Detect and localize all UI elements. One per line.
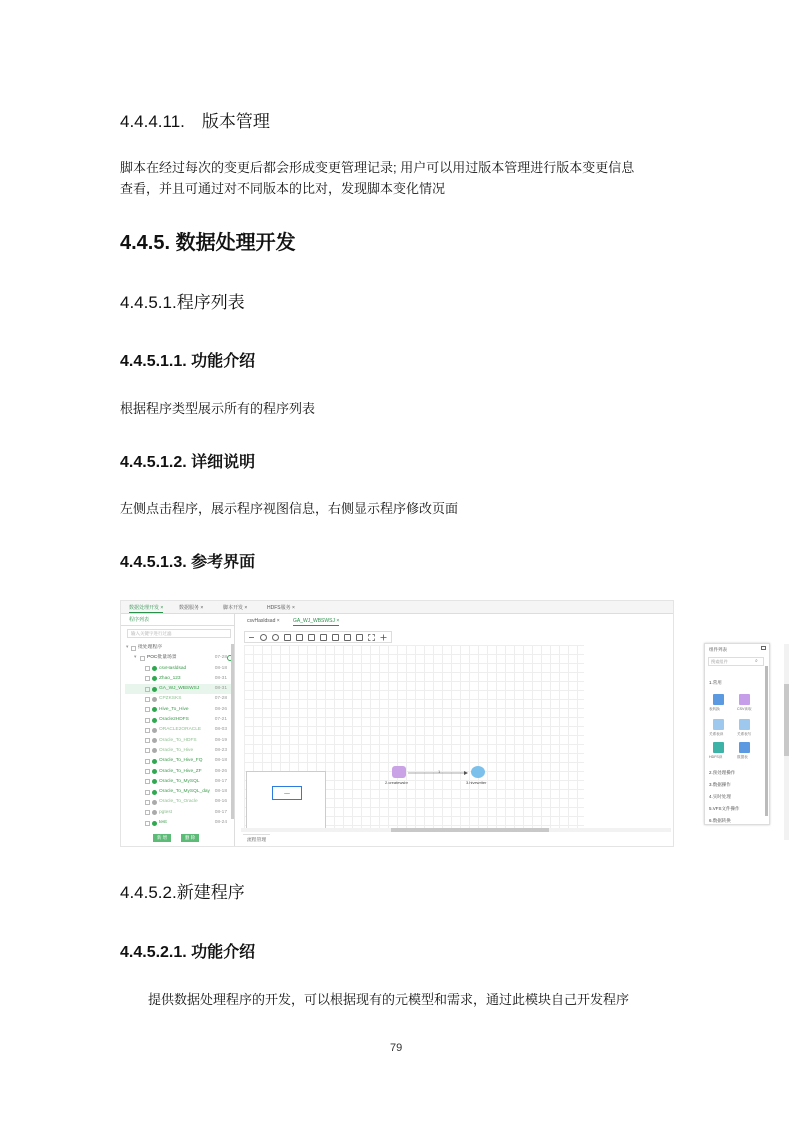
status-icon: [152, 821, 157, 826]
icon-label: HDFS读: [709, 755, 723, 759]
tree-item[interactable]: [125, 756, 233, 766]
heading-4-4-5-1-2: 4.4.5.1.2. 详细说明: [120, 454, 256, 471]
tree-item-date: 07-28: [214, 696, 227, 702]
checkbox[interactable]: [145, 697, 150, 702]
program-list-title: 程序列表: [129, 617, 150, 623]
status-icon: [152, 728, 157, 733]
icon-label: 关系表读: [709, 732, 724, 736]
tree-item[interactable]: [125, 664, 233, 674]
page-number: 79: [390, 1042, 403, 1054]
tab-script-dev[interactable]: 脚本开发 ×: [223, 605, 248, 611]
program-list-header: [121, 614, 235, 626]
data-table-icon[interactable]: [739, 742, 750, 753]
status-icon: [152, 790, 157, 795]
node2-label: 3.hivewriter: [466, 780, 487, 785]
tree-item[interactable]: [125, 694, 233, 704]
icon-label: 数据表: [737, 755, 748, 759]
checkbox[interactable]: [145, 800, 150, 805]
fullscreen-icon[interactable]: [368, 634, 375, 641]
heading-4-4-5-1: 4.4.5.1.程序列表: [120, 293, 245, 312]
reference-ui-screenshot: [120, 600, 758, 847]
delete-icon[interactable]: [284, 634, 291, 641]
checkbox[interactable]: [140, 656, 145, 661]
panel-scrollbar[interactable]: [765, 666, 768, 816]
program-tree: [125, 643, 233, 828]
tree-item[interactable]: [125, 818, 233, 828]
checkbox[interactable]: [145, 707, 150, 712]
tree-item[interactable]: [125, 684, 233, 694]
settings-icon[interactable]: [296, 634, 303, 641]
tree-item-date: 08-16: [214, 799, 227, 805]
grid-icon[interactable]: [332, 634, 339, 641]
redo-icon[interactable]: [272, 634, 279, 641]
delete-program-button[interactable]: 删 除: [181, 834, 199, 842]
tree-item-name: Oracle_To_MySQL: [159, 778, 200, 784]
tree-item[interactable]: [125, 767, 233, 777]
canvas-toolbar: [244, 631, 392, 643]
tab-data-service[interactable]: 数据服务 ×: [179, 605, 204, 611]
panel-section-preprocess[interactable]: 2.预处理操作: [709, 770, 736, 775]
tree-root-label: 批处理程序: [138, 645, 162, 650]
checkbox[interactable]: [145, 728, 150, 733]
status-icon: [152, 697, 157, 702]
paragraph-version-line2: 查看，并且可通过对不同版本的比对，发现脚本变化情况: [120, 181, 446, 196]
tree-item-date: 08-31: [214, 686, 227, 692]
status-icon: [152, 800, 157, 805]
status-icon: [152, 738, 157, 743]
relational-read-icon[interactable]: [713, 719, 724, 730]
tree-item[interactable]: [125, 725, 233, 735]
canvas-horizontal-scrollbar[interactable]: [241, 828, 671, 832]
checkbox[interactable]: [145, 759, 150, 764]
csv-read-icon[interactable]: [739, 694, 750, 705]
tree-group-date: 07-28: [214, 655, 227, 661]
tree-item[interactable]: [125, 808, 233, 818]
status-icon: [152, 676, 157, 681]
status-icon: [152, 810, 157, 815]
subtab-csvhasldsad[interactable]: csvHasldsad ×: [247, 618, 280, 624]
panel-title: 组件列表: [709, 647, 727, 652]
tree-item-date: 08-26: [214, 768, 227, 774]
status-icon: [152, 779, 157, 784]
program-search-input[interactable]: 输入关键字进行过滤: [127, 629, 231, 638]
tree-item[interactable]: [125, 705, 233, 715]
left-scrollbar[interactable]: [231, 644, 234, 819]
top-tab-bar: [121, 601, 673, 614]
tree-item-date: 08-18: [214, 789, 227, 795]
status-icon: [152, 759, 157, 764]
status-icon: [152, 707, 157, 712]
tree-item-name: GA_WJ_WBSWSJ: [159, 686, 200, 692]
program-list-panel: [121, 614, 235, 846]
tree-item[interactable]: [125, 797, 233, 807]
new-program-button[interactable]: 新 增: [153, 834, 171, 842]
tree-item-name: pgtest: [159, 809, 173, 815]
createwsbr-node-icon[interactable]: [392, 766, 406, 778]
tree-item-date: 08-18: [214, 758, 227, 764]
collapse-arrow-icon[interactable]: ▾: [126, 645, 129, 650]
tab-hdfs-service[interactable]: HDFS服务 ×: [267, 605, 295, 611]
panel-section-realtime[interactable]: 4.实时处理: [709, 794, 731, 799]
hivewriter-node-icon[interactable]: [471, 766, 485, 778]
checkbox[interactable]: [145, 821, 150, 826]
status-icon: [152, 769, 157, 774]
bottom-tab-flow-manage[interactable]: 流程管理: [243, 834, 270, 846]
tree-group-label: POC批量场景: [147, 655, 177, 661]
tree-item[interactable]: [125, 736, 233, 746]
tree-item-name: Oracle_To_Hive_FQ: [159, 758, 203, 764]
heading-4-4-5-1-1: 4.4.5.1.1. 功能介绍: [120, 353, 256, 370]
editor-area: [239, 614, 758, 846]
flow-canvas[interactable]: [244, 645, 584, 830]
tree-item-date: 08-23: [214, 747, 227, 753]
tree-item-date: 08-17: [214, 809, 227, 815]
edge-label: 1: [438, 769, 441, 774]
zoom-out-icon[interactable]: [248, 634, 255, 641]
tree-root[interactable]: [125, 643, 233, 653]
heading-4-4-5-2-1: 4.4.5.2.1. 功能介绍: [120, 944, 256, 961]
panel-section-common[interactable]: 1.常用: [709, 680, 722, 685]
heading-4-4-5: 4.4.5. 数据处理开发: [120, 232, 296, 254]
status-icon: [152, 666, 157, 671]
tree-item[interactable]: [125, 674, 233, 684]
tree-item-name: csvHasldsad: [159, 665, 187, 671]
paragraph-version-line1: 脚本在经过每次的变更后都会形成变更管理记录; 用户可以用过版本管理进行版本变更信息: [120, 160, 635, 175]
tree-item-name: Oracle_To_HDFS: [159, 737, 197, 743]
paragraph-list-detail: 左侧点击程序，展示程序视图信息，右侧显示程序修改页面: [120, 501, 459, 516]
icon-label: CSV读取: [737, 707, 752, 711]
checkbox[interactable]: [145, 718, 150, 723]
tab-data-processing[interactable]: 数据处理开发 ×: [129, 605, 164, 611]
tree-item-date: 08-19: [214, 737, 227, 743]
checkbox[interactable]: [145, 738, 150, 743]
checkbox[interactable]: [145, 748, 150, 753]
tree-item[interactable]: [125, 746, 233, 756]
panel-section-convert[interactable]: 6.数据转换: [709, 818, 731, 823]
tree-item[interactable]: [125, 715, 233, 725]
run-icon[interactable]: [320, 634, 327, 641]
checkbox[interactable]: [145, 666, 150, 671]
collapse-arrow-icon[interactable]: ▾: [134, 655, 137, 661]
tree-item[interactable]: [125, 787, 233, 797]
checkbox[interactable]: [145, 810, 150, 815]
icon-label: 关系表写: [737, 732, 752, 736]
relational-write-icon[interactable]: [739, 719, 750, 730]
component-panel: [704, 643, 770, 825]
icon-label: 表转换: [709, 707, 720, 711]
component-search-input[interactable]: 搜索组件: [708, 657, 764, 666]
node1-label: 2.createwsbr: [385, 780, 408, 785]
tree-item-name: Oracle_To_MySQL_day: [159, 789, 210, 795]
heading-4-4-5-2: 4.4.5.2.新建程序: [120, 883, 245, 902]
canvas-minimap[interactable]: [246, 771, 326, 829]
tree-item-date: 08-26: [214, 706, 227, 712]
tree-item-name: Oracle_To_Hive_ZF: [159, 768, 202, 774]
panel-section-data-ops[interactable]: 3.数据操作: [709, 782, 731, 787]
tree-item-name: CPZKSKS: [159, 696, 182, 702]
undo-icon[interactable]: [260, 634, 267, 641]
calendar-icon[interactable]: [356, 634, 363, 641]
paragraph-new-intro: 提供数据处理程序的开发，可以根据现有的元模型和需求，通过此模块自己开发程序: [148, 992, 630, 1007]
tree-item-date: 08-18: [214, 665, 227, 671]
subtab-ga-wj-wbswsj[interactable]: GA_WJ_WBSWSJ ×: [293, 618, 340, 624]
tree-item-name: Oracle2HDFS: [159, 717, 189, 723]
tree-item[interactable]: [125, 777, 233, 787]
checkbox[interactable]: [145, 790, 150, 795]
tree-item-name: Oracle_To_Oracle: [159, 799, 198, 805]
checkbox[interactable]: [145, 687, 150, 692]
search-icon[interactable]: ⌕: [755, 658, 758, 664]
tree-item-name: ORACLE2ORACLE: [159, 727, 202, 733]
checkbox[interactable]: [145, 676, 150, 681]
status-icon: [152, 718, 157, 723]
checkbox[interactable]: [131, 646, 136, 651]
tree-item-name: Hive_To_Hive: [159, 706, 189, 712]
add-icon[interactable]: [380, 634, 387, 641]
heading-4-4-5-1-3: 4.4.5.1.3. 参考界面: [120, 554, 256, 571]
hdfs-read-icon[interactable]: [713, 742, 724, 753]
table-transform-icon[interactable]: [713, 694, 724, 705]
checkbox[interactable]: [145, 779, 150, 784]
panel-section-vfs[interactable]: 5.VFS文件操作: [709, 806, 740, 811]
paragraph-list-intro: 根据程序类型展示所有的程序列表: [120, 401, 316, 416]
status-icon: [152, 748, 157, 753]
tree-item-date: 08-03: [214, 727, 227, 733]
tree-group[interactable]: [125, 653, 233, 663]
tree-item-date: 07-21: [214, 717, 227, 723]
checkbox[interactable]: [145, 769, 150, 774]
minimap-viewport[interactable]: __: [272, 786, 302, 800]
heading-4-4-4-11: 4.4.4.11. 版本管理: [120, 112, 270, 131]
collapse-icon[interactable]: [761, 646, 766, 650]
tree-item-date: 08-17: [214, 778, 227, 784]
save-icon[interactable]: [308, 634, 315, 641]
tree-item-date: 08-24: [214, 820, 227, 826]
tree-item-name: Oracle_To_Hive: [159, 747, 194, 753]
tree-item-name: test: [159, 820, 167, 826]
tree-item-date: 08-31: [214, 675, 227, 681]
canvas-vertical-scrollbar[interactable]: [784, 644, 789, 840]
status-icon: [152, 687, 157, 692]
edit-icon[interactable]: [344, 634, 351, 641]
tree-item-name: Zhao_123: [159, 675, 181, 681]
